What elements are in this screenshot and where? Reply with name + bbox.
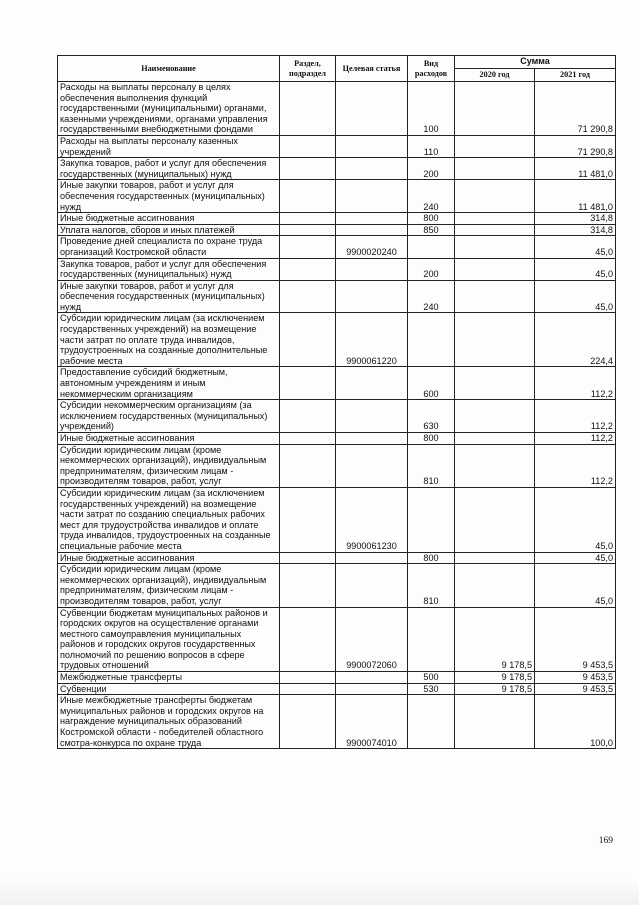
row-target	[336, 135, 408, 157]
table-body	[58, 82, 616, 749]
row-name: Расходы на выплаты персоналу казенных учреждений	[58, 135, 280, 157]
row-amount-2020	[455, 695, 535, 749]
row-amount-2020	[455, 236, 535, 258]
row-amount-2021: 11 481,0	[535, 158, 616, 180]
table-row	[58, 135, 616, 157]
row-section	[280, 564, 336, 607]
row-section	[280, 487, 336, 552]
table-row	[58, 82, 616, 136]
row-section	[280, 400, 336, 433]
table-row	[58, 367, 616, 400]
row-amount-2020	[455, 400, 535, 433]
table-row	[58, 213, 616, 225]
table-row	[58, 258, 616, 280]
row-amount-2021: 224,4	[535, 313, 616, 367]
table-row	[58, 444, 616, 487]
row-amount-2021: 314,8	[535, 224, 616, 236]
row-amount-2020	[455, 367, 535, 400]
row-kind	[408, 236, 455, 258]
row-name: Иные межбюджетные трансферты бюджетам муниципальных районов и городских округов на награждение муниципальных образований Костромской области - победителей областного смотра-конкурса по охране труда	[58, 695, 280, 749]
row-amount-2020	[455, 564, 535, 607]
row-amount-2021: 100,0	[535, 695, 616, 749]
row-amount-2020	[455, 213, 535, 225]
row-section	[280, 444, 336, 487]
row-target	[336, 158, 408, 180]
row-name: Иные бюджетные ассигнования	[58, 213, 280, 225]
row-name: Субвенции бюджетам муниципальных районов и городских округов на осуществление органами местного самоуправления муниципальных районов и городских округов государственных полномочий по решению вопросов в сфере трудовых отношений	[58, 607, 280, 672]
row-name: Межбюджетные трансферты	[58, 672, 280, 684]
row-kind: 800	[408, 213, 455, 225]
table-row	[58, 236, 616, 258]
row-kind: 530	[408, 683, 455, 695]
header-target: Целевая статья	[336, 56, 408, 82]
table-row	[58, 313, 616, 367]
table-row	[58, 224, 616, 236]
row-section	[280, 258, 336, 280]
row-amount-2020	[455, 280, 535, 313]
header-section: Раздел, подраздел	[280, 56, 336, 82]
row-kind: 240	[408, 280, 455, 313]
row-section	[280, 135, 336, 157]
row-target	[336, 258, 408, 280]
row-section	[280, 236, 336, 258]
row-target	[336, 280, 408, 313]
row-target: 9900061220	[336, 313, 408, 367]
row-section	[280, 552, 336, 564]
row-name: Иные закупки товаров, работ и услуг для обеспечения государственных (муниципальных) нужд	[58, 180, 280, 213]
row-target	[336, 400, 408, 433]
row-name: Субсидии юридическим лицам (за исключением государственных учреждений) на возмещение части затрат по созданию специальных рабочих мест для трудоустройства инвалидов и оплате труда инвалидов, трудоустроенных на созданные специальные рабочие места	[58, 487, 280, 552]
row-kind	[408, 313, 455, 367]
row-target: 9900020240	[336, 236, 408, 258]
row-target	[336, 683, 408, 695]
row-amount-2020	[455, 258, 535, 280]
row-target	[336, 433, 408, 445]
budget-sheet	[57, 55, 615, 749]
row-amount-2020: 9 178,5	[455, 672, 535, 684]
scan-bottom-edge	[0, 879, 639, 905]
row-name: Проведение дней специалиста по охране труда организаций Костромской области	[58, 236, 280, 258]
row-amount-2021: 45,0	[535, 280, 616, 313]
row-kind: 810	[408, 444, 455, 487]
row-amount-2020	[455, 158, 535, 180]
row-section	[280, 695, 336, 749]
row-name: Субсидии некоммерческим организациям (за исключением государственных (муниципальных) учреждений)	[58, 400, 280, 433]
row-amount-2020	[455, 487, 535, 552]
row-name: Предоставление субсидий бюджетным, автономным учреждениям и иным некоммерческим организациям	[58, 367, 280, 400]
row-amount-2020	[455, 224, 535, 236]
row-section	[280, 213, 336, 225]
row-section	[280, 672, 336, 684]
table-row	[58, 683, 616, 695]
row-amount-2020	[455, 444, 535, 487]
row-name: Уплата налогов, сборов и иных платежей	[58, 224, 280, 236]
row-kind: 200	[408, 158, 455, 180]
header-kind: Вид расходов	[408, 56, 455, 82]
row-section	[280, 82, 336, 136]
row-target	[336, 180, 408, 213]
table-row	[58, 158, 616, 180]
row-kind: 850	[408, 224, 455, 236]
row-amount-2021: 45,0	[535, 552, 616, 564]
row-name: Субсидии юридическим лицам (кроме некоммерческих организаций), индивидуальным предпринимателям, физическим лицам - производителям товаров, работ, услуг	[58, 564, 280, 607]
table-row	[58, 433, 616, 445]
row-amount-2020	[455, 552, 535, 564]
row-amount-2021: 45,0	[535, 236, 616, 258]
row-target: 9900061230	[336, 487, 408, 552]
header-sum: Сумма	[455, 56, 616, 69]
table-row	[58, 552, 616, 564]
row-amount-2021: 314,8	[535, 213, 616, 225]
row-section	[280, 280, 336, 313]
row-kind	[408, 487, 455, 552]
row-amount-2021: 112,2	[535, 433, 616, 445]
table-row	[58, 672, 616, 684]
row-target	[336, 213, 408, 225]
row-amount-2021: 45,0	[535, 487, 616, 552]
row-amount-2020	[455, 135, 535, 157]
row-kind: 800	[408, 433, 455, 445]
row-amount-2021: 112,2	[535, 444, 616, 487]
row-name: Иные бюджетные ассигнования	[58, 433, 280, 445]
row-amount-2020	[455, 433, 535, 445]
table-row	[58, 607, 616, 672]
row-amount-2020	[455, 82, 535, 136]
row-kind: 200	[408, 258, 455, 280]
row-amount-2021: 9 453,5	[535, 607, 616, 672]
row-section	[280, 313, 336, 367]
row-section	[280, 607, 336, 672]
table-row	[58, 280, 616, 313]
row-target	[336, 444, 408, 487]
row-amount-2021: 71 290,8	[535, 82, 616, 136]
row-name: Закупка товаров, работ и услуг для обеспечения государственных (муниципальных) нужд	[58, 158, 280, 180]
row-kind: 600	[408, 367, 455, 400]
table-row	[58, 564, 616, 607]
row-target	[336, 82, 408, 136]
row-amount-2021: 71 290,8	[535, 135, 616, 157]
row-target	[336, 672, 408, 684]
row-section	[280, 433, 336, 445]
row-kind	[408, 695, 455, 749]
row-amount-2021: 112,2	[535, 400, 616, 433]
table-row	[58, 180, 616, 213]
table-row	[58, 400, 616, 433]
page-number: 169	[598, 836, 613, 846]
row-target: 9900074010	[336, 695, 408, 749]
row-section	[280, 180, 336, 213]
table-row	[58, 695, 616, 749]
row-name: Субсидии юридическим лицам (за исключением государственных учреждений) на возмещение части затрат по оплате труда инвалидов, трудоустроенных на созданные дополнительные рабочие места	[58, 313, 280, 367]
row-kind: 100	[408, 82, 455, 136]
row-amount-2020	[455, 313, 535, 367]
row-amount-2020: 9 178,5	[455, 607, 535, 672]
row-name: Иные закупки товаров, работ и услуг для обеспечения государственных (муниципальных) нужд	[58, 280, 280, 313]
row-target	[336, 552, 408, 564]
row-kind: 110	[408, 135, 455, 157]
row-target	[336, 367, 408, 400]
row-target	[336, 564, 408, 607]
row-amount-2020	[455, 180, 535, 213]
header-year-2021: 2021 год	[535, 69, 616, 82]
row-amount-2020: 9 178,5	[455, 683, 535, 695]
row-section	[280, 367, 336, 400]
row-section	[280, 224, 336, 236]
row-name: Субвенции	[58, 683, 280, 695]
row-kind: 240	[408, 180, 455, 213]
table-row	[58, 487, 616, 552]
row-amount-2021: 112,2	[535, 367, 616, 400]
row-section	[280, 158, 336, 180]
row-name: Субсидии юридическим лицам (кроме некоммерческих организаций), индивидуальным предпринимателям, физическим лицам - производителям товаров, работ, услуг	[58, 444, 280, 487]
row-name: Закупка товаров, работ и услуг для обеспечения государственных (муниципальных) нужд	[58, 258, 280, 280]
header-year-2020: 2020 год	[455, 69, 535, 82]
row-kind: 630	[408, 400, 455, 433]
row-amount-2021: 45,0	[535, 258, 616, 280]
row-target	[336, 224, 408, 236]
row-name: Иные бюджетные ассигнования	[58, 552, 280, 564]
row-kind	[408, 607, 455, 672]
row-target: 9900072060	[336, 607, 408, 672]
row-kind: 810	[408, 564, 455, 607]
row-kind: 800	[408, 552, 455, 564]
row-amount-2021: 11 481,0	[535, 180, 616, 213]
row-amount-2021: 9 453,5	[535, 683, 616, 695]
row-amount-2021: 9 453,5	[535, 672, 616, 684]
budget-table	[57, 55, 616, 749]
row-section	[280, 683, 336, 695]
row-name: Расходы на выплаты персоналу в целях обеспечения выполнения функций государственными (муниципальными) органами, казенными учреждениями, органами управления государственными внебюджетными фондами	[58, 82, 280, 136]
row-amount-2021: 45,0	[535, 564, 616, 607]
header-name: Наименование	[58, 56, 280, 82]
row-kind: 500	[408, 672, 455, 684]
